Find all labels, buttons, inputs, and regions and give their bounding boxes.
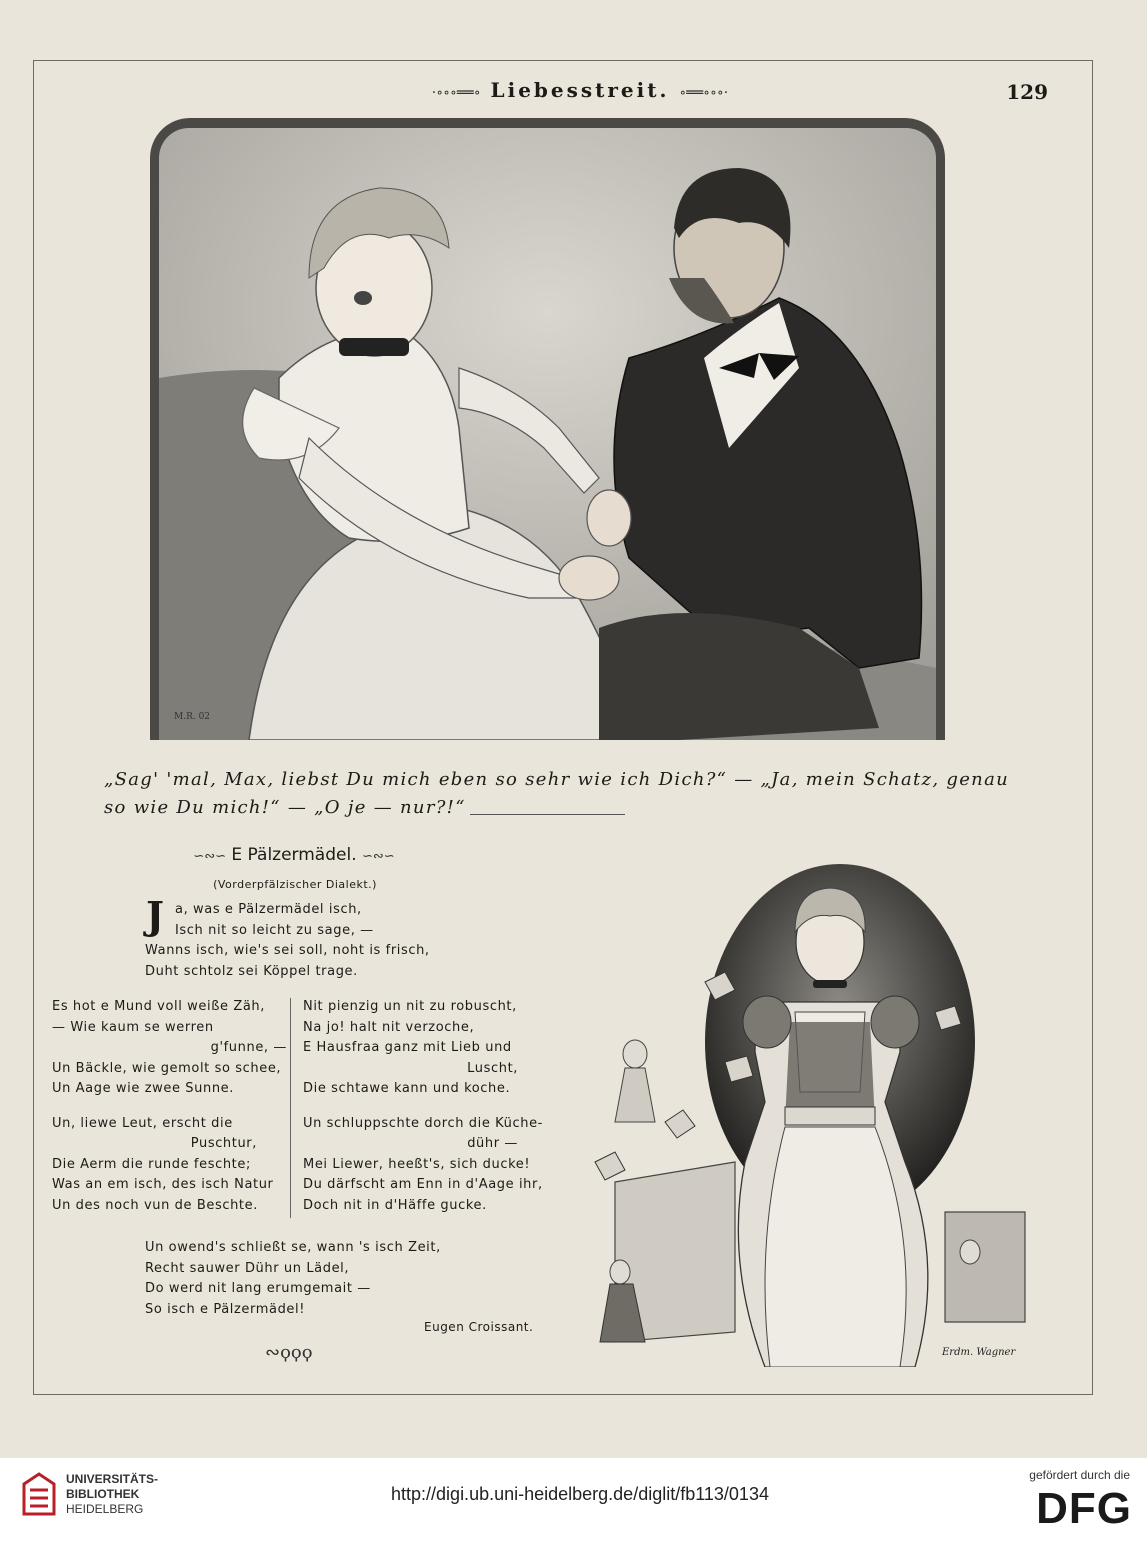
illustration-signature-2: Erdm. Wagner — [942, 1347, 1016, 1358]
poem-line: Na jo! halt nit verzoche, — [303, 1019, 475, 1035]
poem-line: Wanns isch, wie's sei soll, noht is frisch, — [145, 943, 430, 958]
poem-line: E Hausfraa ganz mit Lieb und — [303, 1040, 512, 1055]
girl-illustration — [555, 862, 1030, 1367]
sponsor-label: gefördert durch die — [1029, 1468, 1130, 1482]
poem-line: Puschtur, — [190, 1136, 257, 1151]
poem-line: dühr — — [467, 1136, 518, 1151]
poem-line: Isch nit so leicht zu sage, — — [175, 922, 374, 938]
university-library-logo-icon — [22, 1470, 56, 1518]
permalink-url[interactable]: http://digi.ub.uni-heidelberg.de/diglit/fb113/0134 — [391, 1484, 769, 1504]
library-line: UNIVERSITÄTS- — [66, 1472, 159, 1486]
poem-stanza-gap — [303, 1100, 548, 1114]
poem-line: Un owend's schließt se, wann 's isch Zeit, — [145, 1240, 441, 1255]
poem-title — [174, 845, 414, 865]
library-line: BIBLIOTHEK — [66, 1487, 140, 1501]
poem-line: Was an em isch, des isch Natur — [52, 1177, 274, 1192]
digitization-footer — [0, 1458, 1147, 1541]
poem-right-column — [303, 997, 548, 1216]
poem-line: Mei Liewer, heeßt's, sich ducke! — [303, 1156, 531, 1172]
swash-right: ∽∾∽ — [362, 849, 395, 864]
end-ornament: ∾ϙϙϙ — [265, 1342, 313, 1363]
poem-line: — Wie kaum se werren — [52, 1019, 214, 1035]
poem-line: Un Aage wie zwee Sunne. — [52, 1081, 234, 1096]
poem-line: So isch e Pälzermädel! — [145, 1301, 306, 1317]
poem-line: Un schluppschte dorch die Küche- — [303, 1115, 543, 1131]
poem-line: Nit pienzig un nit zu robuscht, — [303, 999, 517, 1014]
swash-left: ∽∾∽ — [193, 849, 226, 864]
poem-line: Do werd nit lang erumgemait — — [145, 1281, 371, 1296]
couple-illustration — [150, 118, 945, 740]
poem-line: Du därfscht am Enn in d'Aage ihr, — [303, 1177, 543, 1192]
running-head-title: Liebesstreit. — [490, 78, 670, 102]
poem-line: a, was e Pälzermädel isch, — [175, 902, 362, 917]
couple-illustration-drawing — [159, 128, 936, 740]
poem-line: Luscht, — [467, 1060, 518, 1076]
page-number: 129 — [1006, 80, 1048, 104]
poem-line: Un Bäckle, wie gemolt so schee, — [52, 1060, 282, 1076]
poem-title-text: E Pälzermädel. — [231, 845, 357, 865]
running-head — [380, 78, 780, 102]
poem-dropcap: J — [146, 893, 164, 938]
poem-line: Die Aerm die runde feschte; — [52, 1156, 251, 1172]
poem-line: Doch nit in d'Häffe gucke. — [303, 1197, 487, 1213]
girl-illustration-drawing — [555, 862, 1030, 1367]
poem-stanza-gap — [52, 1100, 287, 1114]
ornament-left: ·∘∘∘══∘ — [431, 85, 481, 101]
poem-line: Un des noch vun de Beschte. — [52, 1197, 258, 1213]
poem-intro-stanza — [145, 900, 430, 982]
column-divider — [290, 998, 291, 1218]
poem-line: Die schtawe kann und koche. — [303, 1081, 511, 1096]
poem-subtitle: (Vorderpfälzischer Dialekt.) — [213, 878, 377, 891]
caption-rule — [470, 814, 625, 815]
poem-line: g'funne, — — [210, 1040, 287, 1055]
poem-left-column — [52, 997, 287, 1216]
illustration-signature: M.R. 02 — [174, 712, 211, 722]
poem-author: Eugen Croissant. — [424, 1320, 534, 1334]
library-name — [66, 1472, 158, 1517]
ornament-right: ∘══∘∘∘· — [679, 85, 729, 101]
illustration-caption: „Sag' 'mal, Max, liebst Du mich eben so sehr wie ich Dich?“ — „Ja, mein Schatz, genau so wie Du mich!“ — „O je — nur?!“ — [104, 769, 1009, 818]
poem-line: Un, liewe Leut, erscht die — [52, 1115, 233, 1131]
poem-line: Duht schtolz sei Köppel trage. — [145, 963, 358, 979]
poem-line: Recht sauwer Dühr un Lädel, — [145, 1260, 350, 1276]
poem-final-stanza — [145, 1238, 441, 1320]
library-line: HEIDELBERG — [66, 1502, 144, 1516]
dfg-logo: DFG — [1036, 1484, 1132, 1533]
poem-line: Es hot e Mund voll weiße Zäh, — [52, 999, 265, 1014]
